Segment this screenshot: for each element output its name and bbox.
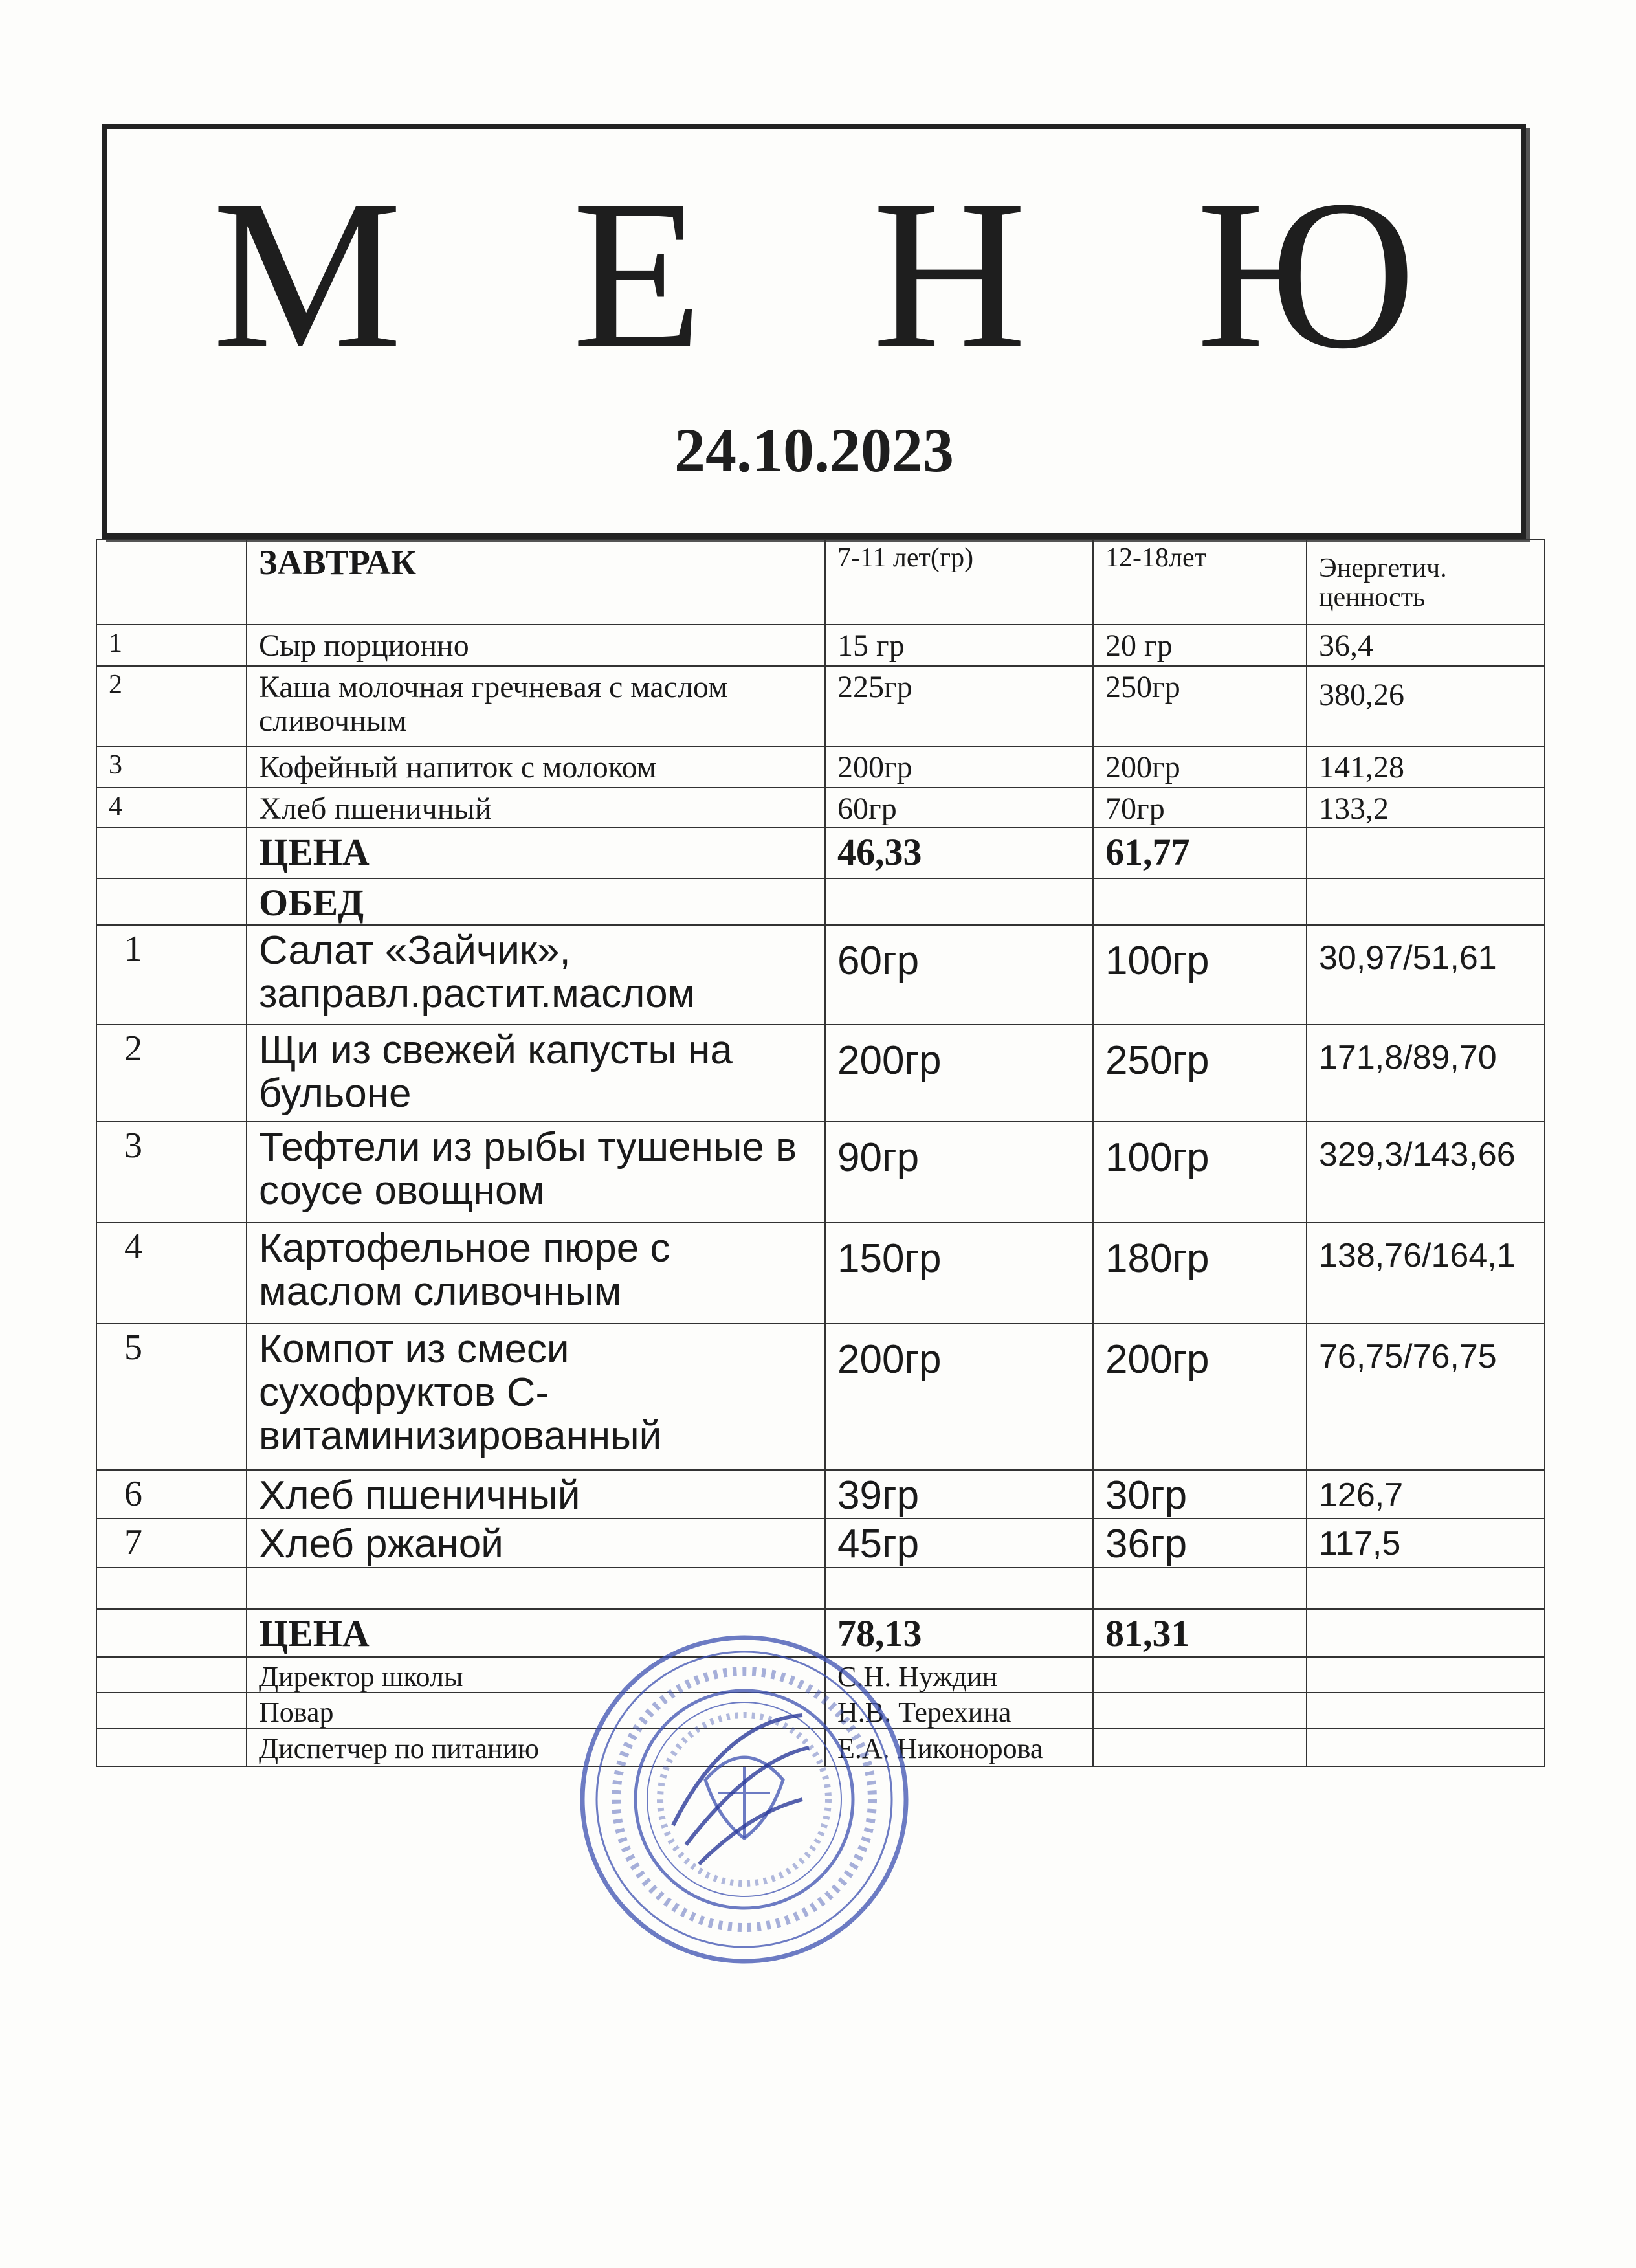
table-row bbox=[96, 1025, 1545, 1122]
dish-name: Хлеб ржаной bbox=[247, 1518, 825, 1568]
row-number: 4 bbox=[96, 1223, 247, 1324]
energy-value: 76,75/76,75 bbox=[1307, 1324, 1545, 1470]
energy-value: 36,4 bbox=[1307, 625, 1545, 666]
dish-name: Щи из свежей капусты на бульоне bbox=[247, 1025, 825, 1122]
empty-cell bbox=[1093, 1729, 1307, 1766]
energy-value: 138,76/164,1 bbox=[1307, 1223, 1545, 1324]
empty-cell bbox=[1307, 1657, 1545, 1693]
weight-age2: 250гр bbox=[1093, 1025, 1307, 1122]
signature-role: Повар bbox=[247, 1693, 825, 1729]
column-energy: Энергетич. ценность bbox=[1307, 539, 1545, 625]
dish-name: Кофейный напиток с молоком bbox=[247, 746, 825, 788]
weight-age1: 60гр bbox=[825, 925, 1093, 1025]
weight-age1: 200гр bbox=[825, 746, 1093, 788]
empty-cell bbox=[96, 539, 247, 625]
row-number: 4 bbox=[96, 788, 247, 828]
empty-cell bbox=[247, 1568, 825, 1609]
weight-age1: 39гр bbox=[825, 1470, 1093, 1518]
dish-name: Каша молочная гречневая с маслом сливочным bbox=[247, 666, 825, 746]
signature-name: Е.А. Никонорова bbox=[825, 1729, 1093, 1766]
weight-age1: 90гр bbox=[825, 1122, 1093, 1223]
empty-cell bbox=[825, 878, 1093, 925]
column-age2: 12-18лет bbox=[1093, 539, 1307, 625]
empty-cell bbox=[96, 1609, 247, 1657]
breakfast-price-row bbox=[96, 828, 1545, 878]
table-row bbox=[96, 1518, 1545, 1568]
energy-value: 133,2 bbox=[1307, 788, 1545, 828]
dish-name: Сыр порционно bbox=[247, 625, 825, 666]
weight-age1: 15 гр bbox=[825, 625, 1093, 666]
signature-name: С.Н. Нуждин bbox=[825, 1657, 1093, 1693]
empty-cell bbox=[96, 828, 247, 878]
dish-name: Картофельное пюре с маслом сливочным bbox=[247, 1223, 825, 1324]
column-age1: 7-11 лет(гр) bbox=[825, 539, 1093, 625]
row-number: 1 bbox=[96, 925, 247, 1025]
empty-cell bbox=[1093, 1568, 1307, 1609]
weight-age2: 180гр bbox=[1093, 1223, 1307, 1324]
weight-age1: 150гр bbox=[825, 1223, 1093, 1324]
lunch-header-row bbox=[96, 878, 1545, 925]
table-row bbox=[96, 1324, 1545, 1470]
energy-value: 329,3/143,66 bbox=[1307, 1122, 1545, 1223]
empty-cell bbox=[96, 1657, 247, 1693]
empty-cell bbox=[1093, 1657, 1307, 1693]
weight-age2: 20 гр bbox=[1093, 625, 1307, 666]
row-number: 6 bbox=[96, 1470, 247, 1518]
weight-age2: 200гр bbox=[1093, 1324, 1307, 1470]
lunch-title: ОБЕД bbox=[247, 878, 825, 925]
energy-value: 126,7 bbox=[1307, 1470, 1545, 1518]
empty-cell bbox=[1307, 1729, 1545, 1766]
weight-age1: 200гр bbox=[825, 1025, 1093, 1122]
price-age1: 46,33 bbox=[825, 828, 1093, 878]
empty-cell bbox=[96, 1568, 247, 1609]
empty-cell bbox=[1307, 828, 1545, 878]
price-age2: 81,31 bbox=[1093, 1609, 1307, 1657]
dish-name: Хлеб пшеничный bbox=[247, 1470, 825, 1518]
weight-age2: 100гр bbox=[1093, 1122, 1307, 1223]
price-age2: 61,77 bbox=[1093, 828, 1307, 878]
menu-table bbox=[96, 539, 1545, 1767]
row-number: 5 bbox=[96, 1324, 247, 1470]
price-label: ЦЕНА bbox=[247, 828, 825, 878]
signature-role: Директор школы bbox=[247, 1657, 825, 1693]
header-box bbox=[102, 124, 1526, 539]
weight-age1: 60гр bbox=[825, 788, 1093, 828]
empty-cell bbox=[96, 878, 247, 925]
table-row bbox=[96, 625, 1545, 666]
weight-age1: 45гр bbox=[825, 1518, 1093, 1568]
empty-row bbox=[96, 1568, 1545, 1609]
empty-cell bbox=[1307, 1568, 1545, 1609]
dish-name: Тефтели из рыбы тушеные в соусе овощном bbox=[247, 1122, 825, 1223]
table-row bbox=[96, 1122, 1545, 1223]
table-row bbox=[96, 666, 1545, 746]
row-number: 2 bbox=[96, 666, 247, 746]
weight-age2: 250гр bbox=[1093, 666, 1307, 746]
empty-cell bbox=[1307, 1693, 1545, 1729]
weight-age2: 36гр bbox=[1093, 1518, 1307, 1568]
empty-cell bbox=[1093, 878, 1307, 925]
table-row bbox=[96, 788, 1545, 828]
breakfast-header-row bbox=[96, 539, 1545, 625]
price-age1: 78,13 bbox=[825, 1609, 1093, 1657]
weight-age1: 200гр bbox=[825, 1324, 1093, 1470]
empty-cell bbox=[1307, 878, 1545, 925]
energy-value: 171,8/89,70 bbox=[1307, 1025, 1545, 1122]
row-number: 3 bbox=[96, 1122, 247, 1223]
dish-name: Салат «Зайчик», заправл.растит.маслом bbox=[247, 925, 825, 1025]
energy-value: 380,26 bbox=[1307, 666, 1545, 746]
page-title: М Е Н Ю bbox=[212, 157, 1474, 393]
official-seal-icon bbox=[576, 1631, 912, 1968]
row-number: 3 bbox=[96, 746, 247, 788]
price-label: ЦЕНА bbox=[247, 1609, 825, 1657]
empty-cell bbox=[96, 1729, 247, 1766]
signature-name: Н.В. Терехина bbox=[825, 1693, 1093, 1729]
breakfast-title: ЗАВТРАК bbox=[247, 539, 825, 625]
weight-age2: 100гр bbox=[1093, 925, 1307, 1025]
dish-name: Компот из смеси сухофруктов С-витаминизированный bbox=[247, 1324, 825, 1470]
signature-role: Диспетчер по питанию bbox=[247, 1729, 825, 1766]
weight-age2: 70гр bbox=[1093, 788, 1307, 828]
energy-value: 117,5 bbox=[1307, 1518, 1545, 1568]
table-row bbox=[96, 925, 1545, 1025]
menu-date: 24.10.2023 bbox=[674, 416, 954, 485]
row-number: 7 bbox=[96, 1518, 247, 1568]
table-row bbox=[96, 1223, 1545, 1324]
weight-age2: 200гр bbox=[1093, 746, 1307, 788]
energy-value: 141,28 bbox=[1307, 746, 1545, 788]
empty-cell bbox=[825, 1568, 1093, 1609]
empty-cell bbox=[1093, 1693, 1307, 1729]
weight-age2: 30гр bbox=[1093, 1470, 1307, 1518]
empty-cell bbox=[1307, 1609, 1545, 1657]
weight-age1: 225гр bbox=[825, 666, 1093, 746]
energy-value: 30,97/51,61 bbox=[1307, 925, 1545, 1025]
empty-cell bbox=[96, 1693, 247, 1729]
dish-name: Хлеб пшеничный bbox=[247, 788, 825, 828]
table-row bbox=[96, 1470, 1545, 1518]
row-number: 1 bbox=[96, 625, 247, 666]
row-number: 2 bbox=[96, 1025, 247, 1122]
table-row bbox=[96, 746, 1545, 788]
